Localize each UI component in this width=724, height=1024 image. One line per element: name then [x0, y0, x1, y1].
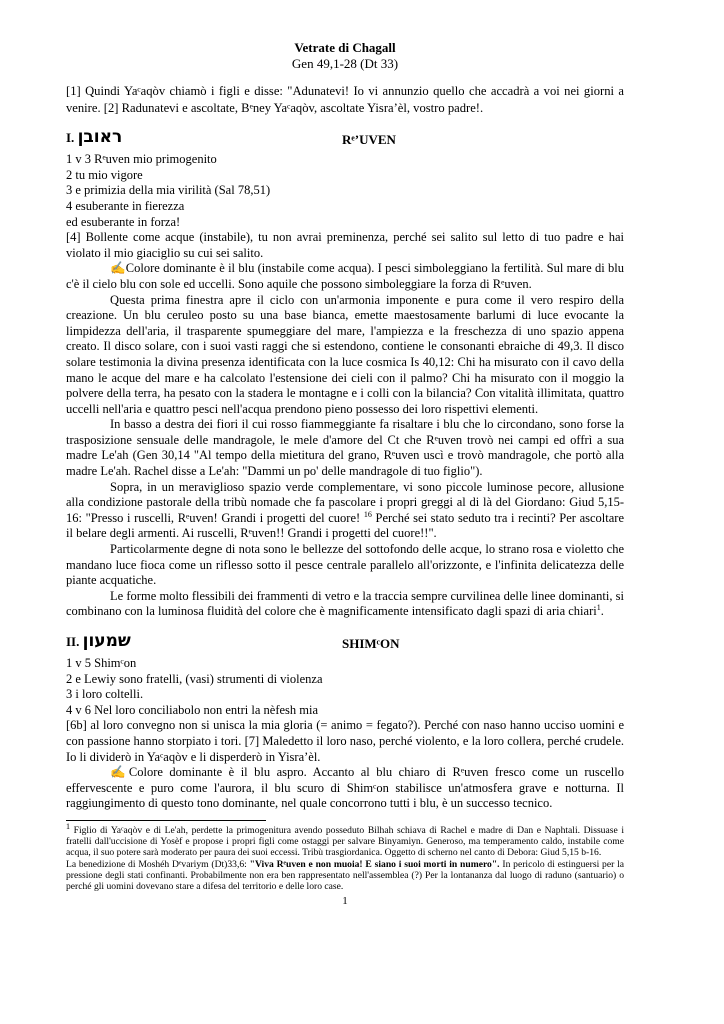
paragraph-forms: Le forme molto flessibili dei frammenti di vetro e la traccia sempre curvilinea delle linee dominanti, si combinano con la luminosa fluidità del colore che è magnificamente intensificato dagli spazi di aria chiari$^1$. — [66, 588, 624, 619]
verse-superscript: 16 — [363, 509, 372, 519]
document-title: Vetrate di Chagall — [294, 40, 396, 55]
paragraph-verse-6b: [6b] al loro convegno non si unisca la mia gloria (= animo = fegato?). Perché con naso hanno ucciso uomini e con passione hanno storpiato i tori. [7] Maledetto il loro naso, perché violento, e la loro collera, perché crudele. Io li dividerò in Yaᶜaqòv e li disperderò in Yisra’èl. — [66, 718, 624, 764]
section-number: I. — [66, 130, 75, 146]
verse-line: 3 e primizia della mia virilità (Sal 78,51) — [66, 183, 271, 198]
section-heading-reuven — [66, 127, 624, 150]
verse-line: 4 esuberante in fierezza — [66, 198, 185, 213]
verse-line: 3 i loro coltelli. — [66, 687, 144, 702]
verse-line: 1 v 3 Rᵉuven mio primogenito — [66, 152, 217, 167]
verse-line: 2 tu mio vigore — [66, 167, 143, 182]
verse-line: ed esuberante in forza! — [66, 214, 181, 229]
footnote: $^1$ Figlio di Yaᶜaqòv e di Le'ah, perdette la primogenitura avendo posseduto Bilhah schiava di Rachel e madre di Dan e Naphtali. Dissuase i fratelli dall'uccisione di Yosèf e propose i propri figli come ostaggi per salvare Binyamiyn. Generoso, ma temperamento caldo, instabile come acqua, il suo potere sarà moderato per paura dei suoi eccessi. Tribù trasgiordanica. Oggetto di scherno nel canto di Debora: Giud 5,15 b-16. — [66, 821, 624, 859]
section-name: Rᵉ’UVEN — [342, 132, 396, 148]
paragraph-first-window: Questa prima finestra apre il ciclo con un'armonia imponente e pura come il vero respiro della creazione. Un blu ceruleo posto su una base bianca, emette maestosamente barlumi di luce evocante la limpidezza dell'aria, il trasparente spumeggiare del mare, l'ampiezza e la freschezza di uno spazio appena creato. Il disco solare, con i suoi vasti raggi che si estendono, contiene le consonanti ebraiche di 49,3. Il disco solare testimonia la divina presenza identificata con la luce cosmica Is 40,12: Chi ha misurato con il cavo della mano le acque del mare e ha calcolato l'estensione dei cieli con il palmo? Chi ha misurato con il moggio la polvere della terra, ha pesato con la stadera le montagne e i colli con la bilancia? Con vitalità illimitata, quattro uccelli nell'aria e quattro pesci nell'acqua prendono pieno possesso dei loro rispettivi elementi. — [66, 292, 624, 416]
paragraph-color: ✍Colore dominante è il blu (instabile come acqua). I pesci simboleggiano la fertilità. Sul mare di blu c'è il cielo blu con sole ed uccelli. Sono aquile che possono simboleggiare la forza di Rᵉuven. — [66, 261, 624, 291]
paragraph-flowers: In basso a destra dei fiori il cui rosso fiammeggiante fa risaltare i blu che lo circondano, sono forse la trasposizione sensuale delle mandragole, le mele d'amore del Ct che Rᵉuven trovò nei campi ed offrì a sua madre Le'ah (Gen 30,14 "Al tempo della mietitura del grano, Rᵉuven uscì e trovò mandragole, che portò alla madre Le'ah. Rachel disse a Le'ah: "Dammi un po' delle mandragole di tuo figlio"). — [66, 417, 624, 479]
footnote-mark: 1 — [66, 821, 70, 831]
paragraph-sheep: Sopra, in un meraviglioso spazio verde complementare, vi sono piccole luminose pecore, allusione alla condizione pastorale della tribù nomade che fa pascolare i propri greggi al di là del Giordano: Giud 5,15-16: "Presso i ruscelli, Rᵉuven! Grandi i progetti del cuore! $^{16}$ Perché sei stato seduto tra i recinti? Per ascoltare il belare degli armenti. Ai ruscelli, Rᵉuven!! Grandi i progetti del cuore!!". — [66, 479, 625, 541]
document-subtitle: Gen 49,1-28 (Dt 33) — [291, 55, 399, 71]
footnote-blessing: La benedizione di Moshéh Dᵉvariym (Dt)33,6: "Viva Rᵉuven e non muoia! E siano i suoi morti in numero". In pericolo di estinguersi per la pressione degli stati confinanti. Probabilmente non era ben rappresentato nell'assemblea (?) Per la lontananza dal luogo di raduno (santuario) o perché gli uomini dovevano stare a difesa del territorio e delle loro case. — [66, 858, 625, 892]
footnote-divider — [66, 820, 266, 821]
footnote-reference[interactable]: 1 — [596, 603, 601, 613]
intro-paragraph: [1] Quindi Yaᶜaqòv chiamò i figli e disse: "Adunatevi! Io vi annunzio quello che accadrà a voi nei giorni a venire. [2] Radunatevi e ascoltate, Bᵉney Yaᶜaqòv, ascoltate Yisra’èl, vostro padre!. — [66, 84, 624, 116]
paragraph-color: ✍Colore dominante è il blu aspro. Accanto al blu chiaro di Rᵉuven fresco come un ruscello effervescente e puro come l'aurora, il blu scuro di Shimᶜon stabilisce un'atmosfera grave e notturna. Il raggiungimento di questo tono dominante, nel quale concorrono tutti i blu, è un successo tecnico. — [66, 765, 624, 811]
verse-line: 2 e Lewiy sono fratelli, (vasi) strumenti di violenza — [66, 671, 323, 686]
section-name: SHIMᶜON — [342, 636, 400, 651]
paragraph-underwater: Particolarmente degne di nota sono le bellezze del sottofondo delle acque, lo strano rosa e violetto che mandano luce fioca come un riflesso sotto il pesce centrale parallelo all'orizzonte, e l'infinita delicatezza delle piante acquatiche. — [66, 542, 624, 588]
hebrew-name: ראובן — [77, 127, 123, 148]
verse-line: 4 v 6 Nel loro conciliabolo non entri la nèfesh mia — [66, 702, 319, 717]
section-number: II. — [66, 634, 80, 649]
verse-line: 1 v 5 Shimᶜon — [66, 656, 137, 670]
paragraph-verse-4: [4] Bollente come acque (instabile), tu non avrai preminenza, perché sei salito sul letto di tuo padre e hai violato il mio giaciglio su cui sei salito. — [66, 230, 624, 260]
verse-list — [66, 152, 624, 230]
hebrew-name: שמעון — [82, 631, 131, 651]
page-number: 1 — [342, 895, 348, 908]
verse-list — [66, 656, 624, 718]
document-page — [66, 40, 624, 910]
section-heading-shimon — [66, 631, 624, 654]
